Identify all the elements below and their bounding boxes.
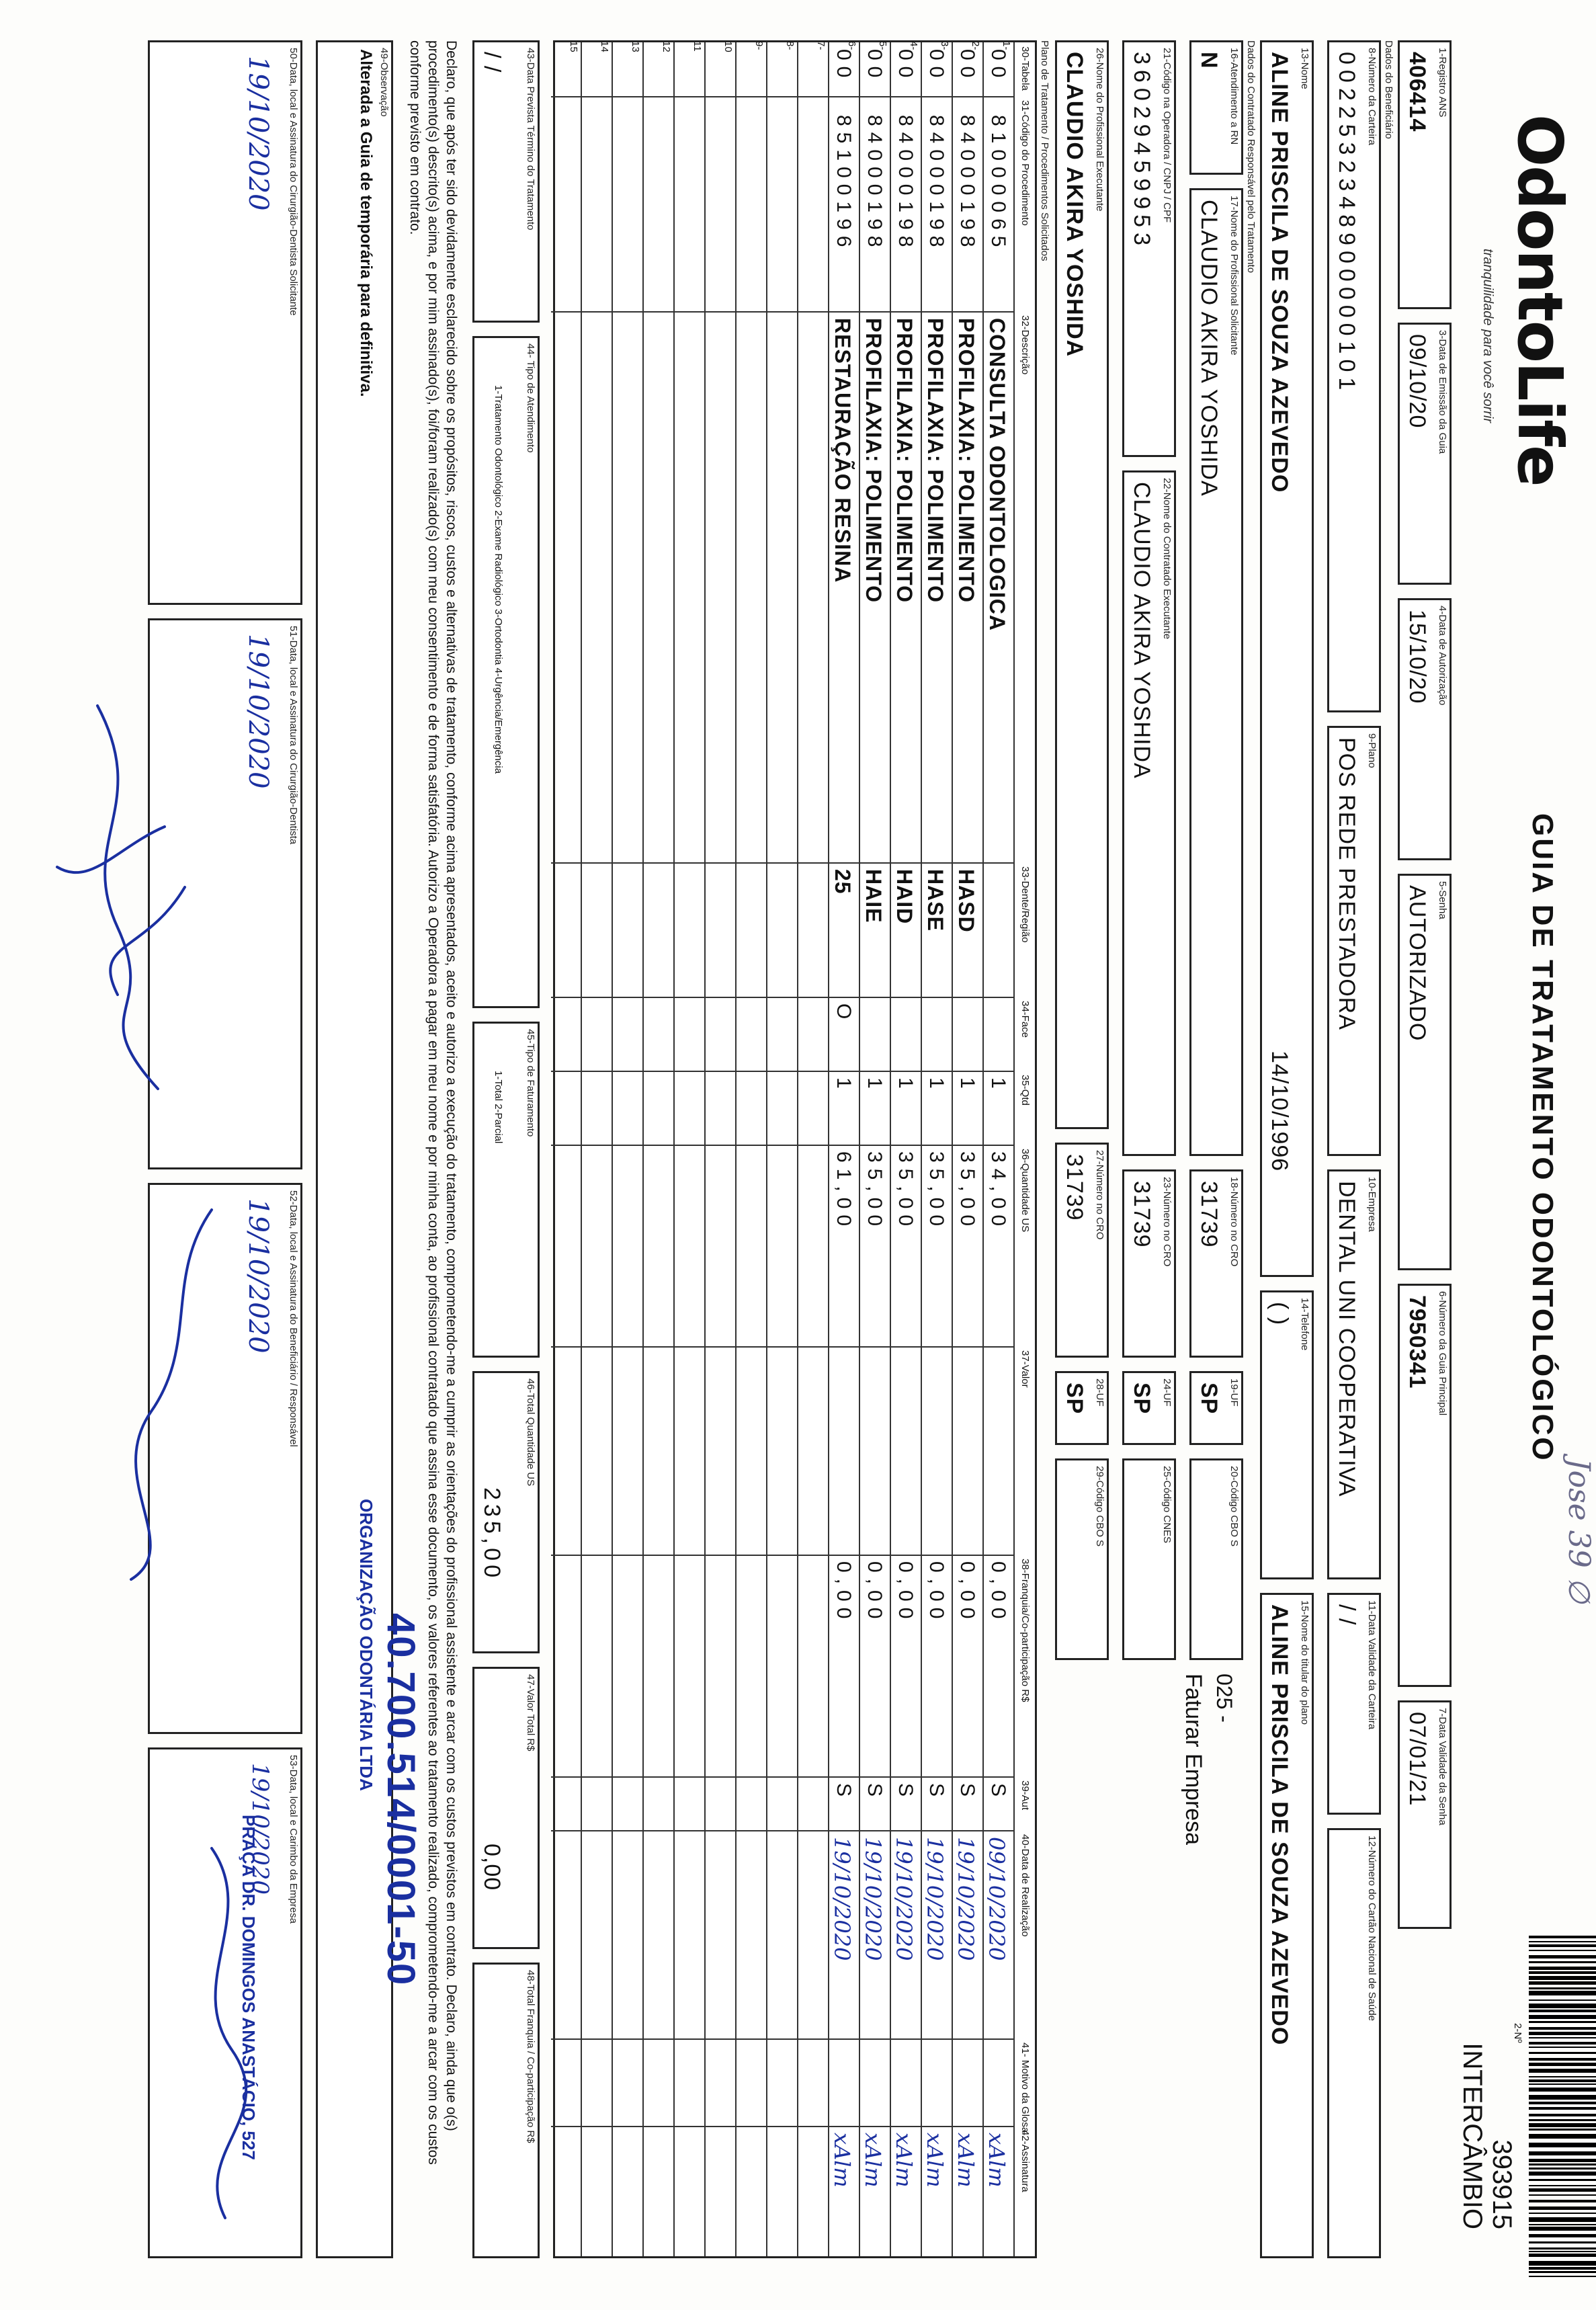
guide-number: 393915	[1487, 2139, 1517, 2229]
stamp-cnpj: 40.700.514/0001-50	[379, 1613, 423, 1987]
field-billing-type: 45-Tipo de Faturamento 1-Total 2-Parcial	[472, 1022, 540, 1358]
field-observation: 49-Observação Alterada a Guia de temporária para definitiva.	[316, 40, 393, 2258]
row-number: 3-	[939, 41, 950, 50]
cell-sig: xAlm	[922, 2133, 948, 2188]
field-cnes-code: 25-Código CNES	[1122, 1458, 1176, 1660]
field-ans-registry: 1-Registro ANS 406414	[1398, 40, 1452, 309]
cell-qty: 1	[925, 1077, 948, 1089]
cell-tooth: HAID	[892, 869, 917, 925]
field-total-us: 46-Total Quantidade US 235,00	[472, 1371, 540, 1653]
procedures-col-header: 40-Data de Realização	[1019, 1834, 1031, 1937]
signature-dentist: 51-Data, local e Assinatura do Cirurgião-Dentista 19/10/2020	[148, 618, 302, 1169]
cell-us: 35,00	[925, 1151, 948, 1233]
field-phone: 14-Telefone ( )	[1260, 1290, 1314, 1579]
cell-tab: 00	[956, 49, 978, 84]
row-number: 13	[630, 41, 641, 52]
field-total-copay: 48-Total Franquia / Co-participação R$	[472, 1963, 540, 2258]
cell-tooth: HASE	[923, 869, 948, 932]
cell-us: 61,00	[833, 1151, 855, 1233]
page-title: GUIA DE TRATAMENTO ODONTOLÓGICO	[1526, 813, 1559, 1462]
cell-face: O	[833, 1003, 855, 1020]
cell-code: 84000198	[925, 115, 948, 253]
signature-company-stamp: 53-Data, local e Carimbo da Empresa 19/10/2020	[148, 1747, 302, 2258]
cell-sig: xAlm	[891, 2133, 917, 2188]
cell-us: 35,00	[864, 1151, 886, 1233]
field-uf-3: 28-UF SP	[1055, 1371, 1109, 1445]
cell-copay: 0,00	[956, 1561, 978, 1625]
cell-aut: S	[956, 1783, 978, 1798]
field-rn-care: 16-Atendimento a RN N	[1189, 40, 1243, 175]
cell-tooth: HAIE	[862, 869, 886, 923]
cell-sig: xAlm	[953, 2133, 978, 2188]
row-number: 10	[722, 41, 734, 52]
cell-qty: 1	[833, 1077, 855, 1089]
cell-aut: S	[925, 1783, 948, 1798]
field-card-validity: 11-Data Validade da Carteira / /	[1327, 1593, 1381, 1815]
cell-date: 19/10/2020	[829, 1837, 855, 1961]
cbo-note-code: 025 -	[1212, 1674, 1236, 1723]
cell-tooth: 25	[831, 869, 855, 895]
row-number: 4-	[908, 41, 919, 50]
cell-code: 85100196	[833, 115, 855, 253]
cell-qty: 1	[894, 1077, 917, 1089]
birth-date: 14/10/1996	[1267, 1050, 1292, 1172]
field-issue-date: 3-Data de Emissão da Guia 09/10/20	[1398, 323, 1452, 585]
procedures-col-header: 30-Tabela	[1019, 46, 1031, 91]
field-company: 10-Empresa DENTAL UNI COOPERATIVA	[1327, 1169, 1381, 1579]
field-operator-code: 21-Código na Operadora / CNPJ / CPF 36029459953	[1122, 40, 1176, 457]
field-expected-end-date: 43-Data Prevista Término do Tratamento / /	[472, 40, 540, 323]
cell-date: 19/10/2020	[891, 1837, 917, 1961]
procedures-col-header: 32-Descrição	[1019, 315, 1031, 375]
cell-sig: xAlm	[984, 2133, 1009, 2188]
field-national-health-card: 12-Número do Cartão Nacional de Saúde	[1327, 1828, 1381, 2258]
field-uf-2: 24-UF SP	[1122, 1371, 1176, 1445]
procedures-col-header: 39-Aut	[1019, 1780, 1031, 1811]
procedures-col-header: 42-Assinatura	[1019, 2130, 1031, 2192]
field-cro-number-2: 23-Número no CRO 31739	[1122, 1169, 1176, 1358]
billing-note: Faturar Empresa	[1181, 1674, 1206, 1846]
procedures-col-header: 31-Código do Procedimento	[1019, 100, 1031, 226]
signature-beneficiary: 52-Data, local e Assinatura do Beneficiário / Responsável 19/10/2020	[148, 1183, 302, 1734]
beneficiary-section-title: Dados do Beneficiário	[1383, 40, 1394, 139]
procedures-col-header: 35-Qtd	[1019, 1075, 1031, 1106]
stamp-address: PRAÇA DR. DOMINGOS ANASTÁCIO, 527	[239, 1815, 259, 2160]
cell-code: 81000065	[987, 115, 1009, 253]
field-care-type: 44- Tipo de Atendimento 1-Tratamento Odontológico 2-Exame Radiológico 3-Ortodontia 4-Urgência/Emergência	[472, 336, 540, 1008]
cell-tab: 00	[925, 49, 948, 84]
cell-copay: 0,00	[864, 1561, 886, 1625]
row-number: 5-	[877, 41, 888, 50]
procedures-col-header: 33-Dente/Região	[1019, 866, 1031, 943]
row-number: 6-	[846, 41, 857, 50]
field-cbo-code: 20-Código CBO S	[1189, 1458, 1243, 1660]
field-total-value: 47-Valor Total R$ 0,00	[472, 1667, 540, 1949]
cell-aut: S	[987, 1783, 1009, 1798]
procedures-col-header: 36-Quantidade US	[1019, 1149, 1031, 1233]
field-plan-holder: 15-Nome do titular do plano ALINE PRISCILA DE SOUZA AZEVEDO	[1260, 1593, 1314, 2258]
row-number: 8-	[784, 41, 796, 50]
cell-copay: 0,00	[833, 1561, 855, 1625]
stamp-company-name: ORGANIZAÇÃO ODONTÁRIA LTDA	[356, 1499, 376, 1791]
cell-desc: PROFILAXIA: POLIMENTO	[892, 318, 917, 603]
cell-aut: S	[894, 1783, 917, 1798]
odontolife-logo: OdontoLife	[1504, 114, 1576, 486]
cell-qty: 1	[956, 1077, 978, 1089]
field-requesting-professional: 17-Nome do Profissional Solicitante CLAUDIO AKIRA YOSHIDA	[1189, 188, 1243, 1156]
cell-tab: 00	[894, 49, 917, 84]
field-name: 13-Nome ALINE PRISCILA DE SOUZA AZEVEDO 14/10/1996	[1260, 40, 1314, 1277]
cell-sig: xAlm	[829, 2133, 855, 2188]
logo-tagline: tranquilidade para você sorrir	[1480, 249, 1495, 423]
cell-us: 34,00	[987, 1151, 1009, 1233]
cell-tooth: HASD	[954, 869, 978, 933]
row-number: 15	[568, 41, 579, 52]
cell-desc: CONSULTA ODONTOLOGICA	[985, 318, 1009, 632]
cell-tab: 00	[833, 49, 855, 84]
procedures-col-header: 37-Valor	[1019, 1350, 1031, 1388]
field-card-number: 8-Número da Carteira 0022532348900000101	[1327, 40, 1381, 712]
cell-qty: 1	[864, 1077, 886, 1089]
contracted-section-title: Dados do Contratado Responsável pelo Tratamento	[1245, 40, 1257, 274]
cell-us: 35,00	[894, 1151, 917, 1233]
row-number: 14	[599, 41, 610, 52]
cell-date: 09/10/2020	[984, 1837, 1009, 1961]
field-password-validity: 7-Data Validade da Senha 07/01/21	[1398, 1700, 1452, 1929]
cell-desc: PROFILAXIA: POLIMENTO	[954, 318, 978, 603]
procedures-col-header: 41- Motivo da Glosa	[1019, 2043, 1031, 2133]
cell-tab: 00	[864, 49, 886, 84]
cell-copay: 0,00	[987, 1561, 1009, 1625]
cell-copay: 0,00	[925, 1561, 948, 1625]
cell-code: 84000198	[956, 115, 978, 253]
cell-copay: 0,00	[894, 1561, 917, 1625]
row-number: 1-	[1001, 41, 1012, 50]
field-cbo-code-2: 29-Código CBO S	[1055, 1458, 1109, 1660]
field-password: 5-Senha AUTORIZADO	[1398, 874, 1452, 1270]
declaration-text: Declaro, que após ter sido devidamente esclarecido sobre os propósitos, riscos, custos e alternativas de tratamento, conforme acima apresentados, aceito e autorizo a execução do tratamento, comprometendo-me a cumprir as orientações do profissional assistente e arcar com os custos previstos em contrato. Declaro, ainda que o(s) procedimento(s) descrito(s) acima, e por mim assinado(s), foi/foram realizado(s) com meu consentimento e de forma satisfatória. Autorizo a Operadora a pagar em meu nome e por minha conta, ao profissional contratado que assina esse documento, os valores referentes ao tratamento realizado, comprometendo-me a arcar com os custos conforme previsto em contrato.	[407, 40, 459, 2165]
field-authorization-date: 4-Data de Autorização 15/10/20	[1398, 598, 1452, 860]
cell-aut: S	[833, 1783, 855, 1798]
field-plan: 9-Plano POS REDE PRESTADORA	[1327, 726, 1381, 1156]
cell-date: 19/10/2020	[922, 1837, 948, 1961]
field-uf: 19-UF SP	[1189, 1371, 1243, 1445]
field-executing-professional: 26-Nome do Profissional Executante CLAUDIO AKIRA YOSHIDA	[1055, 40, 1109, 1129]
cell-tab: 00	[987, 49, 1009, 84]
cell-date: 19/10/2020	[860, 1837, 886, 1961]
field-main-guide-number: 6-Número da Guia Principal 7950341	[1398, 1284, 1452, 1687]
procedures-section-title: Plano de Tratamento / Procedimentos Solicitados	[1039, 40, 1050, 261]
procedures-col-header: 38-Franquia/Co-participação R$	[1019, 1559, 1031, 1702]
row-number: 7-	[815, 41, 827, 50]
field-cro-number: 18-Número no CRO 31739	[1189, 1169, 1243, 1358]
cell-desc: PROFILAXIA: POLIMENTO	[923, 318, 948, 603]
field-executing-contractor: 22-Nome do Contratado Executante CLAUDIO AKIRA YOSHIDA	[1122, 470, 1176, 1156]
row-number: 12	[661, 41, 672, 52]
guide-number-label: 2-Nº	[1512, 2023, 1523, 2043]
cell-qty: 1	[987, 1077, 1009, 1089]
row-number: 11	[691, 41, 703, 52]
cell-sig: xAlm	[860, 2133, 886, 2188]
cell-us: 35,00	[956, 1151, 978, 1233]
signature-requesting-dentist: 50-Data, local e Assinatura do Cirurgião-Dentista Solicitante 19/10/2020	[148, 40, 302, 605]
exchange-label: INTERCÂMBIO	[1458, 2043, 1487, 2229]
row-number: 2-	[970, 41, 981, 50]
cell-code: 84000198	[864, 115, 886, 253]
procedures-col-header: 34-Face	[1019, 1001, 1031, 1038]
cell-desc: PROFILAXIA: POLIMENTO	[862, 318, 886, 603]
cell-desc: RESTAURAÇÃO RESINA	[831, 318, 855, 583]
field-cro-number-3: 27-Número no CRO 31739	[1055, 1143, 1109, 1358]
cell-code: 84000198	[894, 115, 917, 253]
cell-date: 19/10/2020	[953, 1837, 978, 1961]
row-number: 9-	[753, 41, 765, 50]
cell-aut: S	[864, 1783, 886, 1798]
handwritten-note: Jose 39 ∅	[1562, 1458, 1596, 1604]
